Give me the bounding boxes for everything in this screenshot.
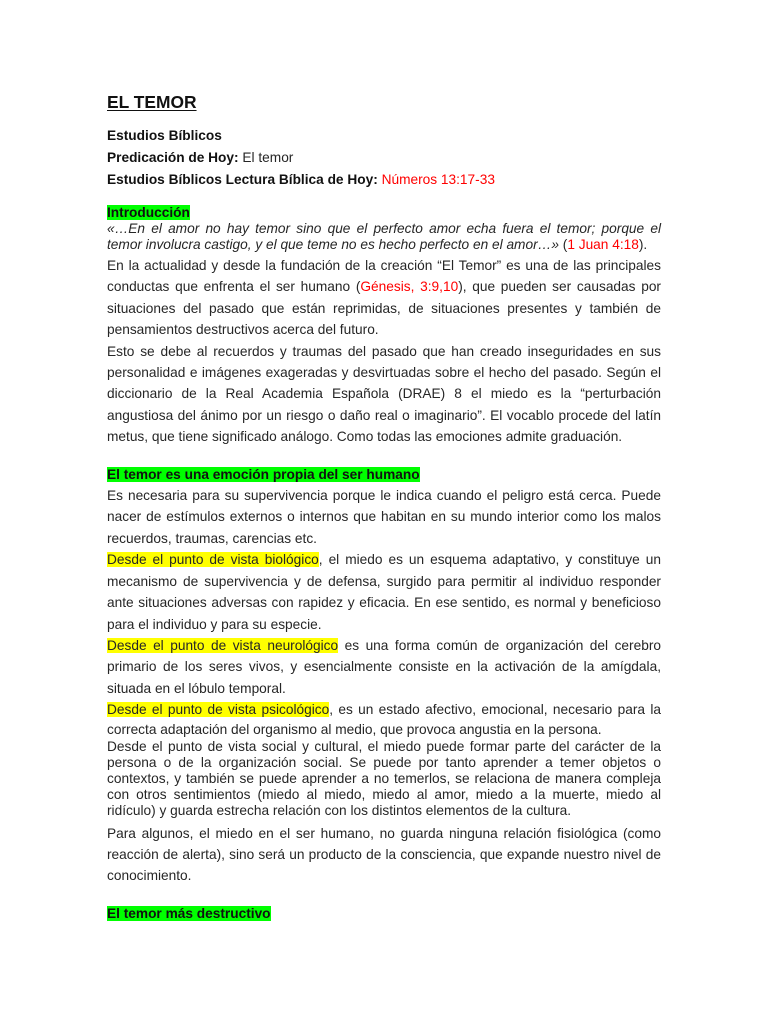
paragraph-text: metus, que tiene significado análogo. Como todas las emociones admite graduación. bbox=[107, 429, 623, 445]
text-line bbox=[107, 635, 661, 656]
section-heading-text: El temor más destructivo bbox=[107, 905, 271, 921]
physiological-paragraph bbox=[107, 823, 661, 887]
scripture-reference-link[interactable]: 1 Juan 4:18 bbox=[567, 237, 639, 252]
text-line bbox=[107, 405, 661, 426]
reading-label: Estudios Bíblicos Lectura Bíblica de Hoy: bbox=[107, 172, 378, 187]
paragraph-text: ). bbox=[638, 237, 648, 252]
text-line bbox=[107, 276, 661, 297]
highlighted-phrase: Desde el punto de vista psicológico bbox=[107, 702, 330, 718]
paragraph-text: Esto se debe al recuerdos y traumas del pasado que han creado inseguridades en sus bbox=[107, 343, 661, 359]
paragraph-text: conductas que enfrenta el ser humano ( bbox=[107, 279, 361, 295]
text-line bbox=[107, 485, 661, 506]
text-line bbox=[107, 771, 661, 787]
text-line bbox=[107, 341, 661, 362]
scripture-reference-link[interactable]: Génesis, 3:9,10 bbox=[360, 279, 459, 295]
reading-line bbox=[107, 169, 661, 191]
section-heading-introduccion bbox=[107, 204, 661, 221]
text-line bbox=[107, 844, 661, 865]
paragraph-text: angustiosa del ánimo por un riesgo o daño real o imaginario”. El vocablo procede del latín bbox=[107, 407, 661, 423]
scripture-reference-link[interactable]: Números 13:17-33 bbox=[381, 172, 495, 187]
paragraph-text: Es necesaria para su supervivencia porque le indica cuando el peligro está cerca. Puede bbox=[107, 488, 661, 504]
scripture-quote-text: temor involucra castigo, y el que teme no es hecho perfecto en el amor…» bbox=[107, 237, 559, 252]
sermon-title: El temor bbox=[242, 150, 294, 165]
paragraph-text: pensamientos destructivos acerca del futuro. bbox=[107, 322, 379, 338]
paragraph-text: correcta adaptación del organismo al medio, que provoca angustia en la persona. bbox=[107, 721, 602, 737]
text-line bbox=[107, 298, 661, 319]
text-line bbox=[107, 656, 661, 677]
text-line bbox=[107, 319, 661, 340]
text-line bbox=[107, 678, 661, 699]
paragraph-text: reacción de alerta), sino será un producto de la consciencia, que expande nuestro nivel de bbox=[107, 846, 661, 862]
intro-paragraph-2 bbox=[107, 341, 661, 448]
text-line bbox=[107, 755, 661, 771]
text-line bbox=[107, 823, 661, 844]
paragraph-text: situada en el lóbulo temporal. bbox=[107, 680, 286, 696]
text-line bbox=[107, 362, 661, 383]
paragraph-text: personalidad e imágenes exageradas y desvirtuadas sobre el hecho del pasado. Según el bbox=[107, 365, 661, 381]
paragraph-text: con otros sentimientos (miedo al miedo, miedo al amor, miedo a la muerte, miedo al bbox=[107, 786, 661, 802]
section-heading-temor-destructivo bbox=[107, 903, 661, 924]
paragraph-text: conocimiento. bbox=[107, 868, 192, 884]
sermon-line bbox=[107, 147, 661, 169]
text-line bbox=[107, 803, 661, 819]
text-line bbox=[107, 614, 661, 635]
paragraph-text: , es un estado afectivo, emocional, necesario para la bbox=[329, 702, 661, 718]
section-heading-text: Introducción bbox=[107, 205, 190, 220]
psychological-paragraph bbox=[107, 699, 661, 738]
intro-paragraph-1 bbox=[107, 255, 661, 341]
text-line bbox=[107, 528, 661, 549]
paragraph-text: mecanismo de supervivencia y de defensa, surgido para permitir al individuo responder bbox=[107, 573, 661, 589]
text-line bbox=[107, 721, 661, 739]
text-line bbox=[107, 592, 661, 613]
text-line bbox=[107, 865, 661, 886]
intro-quote bbox=[107, 221, 661, 253]
text-line bbox=[107, 506, 661, 527]
paragraph-text: situaciones del pasado que están reprimidas, de situaciones presentes y también de bbox=[107, 300, 661, 316]
survival-paragraph bbox=[107, 485, 661, 549]
paragraph-text: ), que pueden ser causadas por bbox=[458, 279, 661, 295]
category-label: Estudios Bíblicos bbox=[107, 128, 222, 143]
text-line bbox=[107, 426, 661, 447]
highlighted-phrase: Desde el punto de vista neurológico bbox=[107, 637, 339, 653]
paragraph-text: nacer de estímulos externos o internos que habitan en su mundo interior como los malos bbox=[107, 509, 661, 525]
paragraph-text: En la actualidad y desde la fundación de la creación “El Temor” es una de las principales bbox=[107, 258, 661, 273]
paragraph-text: para el individuo y para su especie. bbox=[107, 616, 322, 632]
paragraph-text: Para algunos, el miedo en el ser humano, no guarda ninguna relación fisiológica (como bbox=[107, 825, 661, 841]
paragraph-text: ante situaciones adversas con rapidez y eficacia. En ese sentido, es normal y beneficioso bbox=[107, 595, 661, 611]
paragraph-text: diccionario de la Real Academia Española (DRAE) 8 el miedo es la “perturbación bbox=[107, 386, 661, 402]
document-body bbox=[107, 91, 661, 924]
paragraph-text: ( bbox=[558, 237, 568, 252]
paragraph-text: es una forma común de organización del cerebro bbox=[338, 637, 661, 653]
highlighted-phrase: Desde el punto de vista biológico bbox=[107, 552, 319, 568]
paragraph-text: ridículo) y guarda estrecha relación con los distintos elementos de la cultura. bbox=[107, 802, 572, 818]
text-line bbox=[107, 221, 661, 237]
text-line bbox=[107, 383, 661, 404]
text-line bbox=[107, 237, 661, 253]
text-line bbox=[107, 255, 661, 276]
text-line bbox=[107, 787, 661, 803]
document-title: EL TEMOR bbox=[107, 92, 197, 112]
paragraph-text: persona o de la organización social. Se puede por tanto aprender a temer objetos o bbox=[107, 754, 661, 770]
paragraph-text: , el miedo es un esquema adaptativo, y constituye un bbox=[318, 552, 661, 568]
social-cultural-paragraph bbox=[107, 739, 661, 819]
text-line bbox=[107, 739, 661, 755]
paragraph-text: primario de los seres vivos, y esencialmente consiste en la activación de la amígdala, bbox=[107, 659, 661, 675]
section-heading-text: El temor es una emoción propia del ser humano bbox=[107, 466, 420, 482]
paragraph-text: recuerdos, traumas, carencias etc. bbox=[107, 530, 317, 546]
paragraph-text: Desde el punto de vista social y cultural, el miedo puede formar parte del carácter de la bbox=[107, 738, 661, 754]
scripture-quote-text: «…En el amor no hay temor sino que el perfecto amor echa fuera el temor; porque el bbox=[107, 221, 661, 236]
sermon-label: Predicación de Hoy: bbox=[107, 150, 239, 165]
category-line bbox=[107, 125, 661, 147]
neurological-paragraph bbox=[107, 635, 661, 699]
text-line bbox=[107, 699, 661, 720]
text-line bbox=[107, 571, 661, 592]
section-heading-emocion-propia bbox=[107, 464, 661, 485]
text-line bbox=[107, 549, 661, 570]
paragraph-text: contextos, y también se puede aprender a no temerlos, se relaciona de manera compleja bbox=[107, 770, 661, 786]
biological-paragraph bbox=[107, 549, 661, 635]
